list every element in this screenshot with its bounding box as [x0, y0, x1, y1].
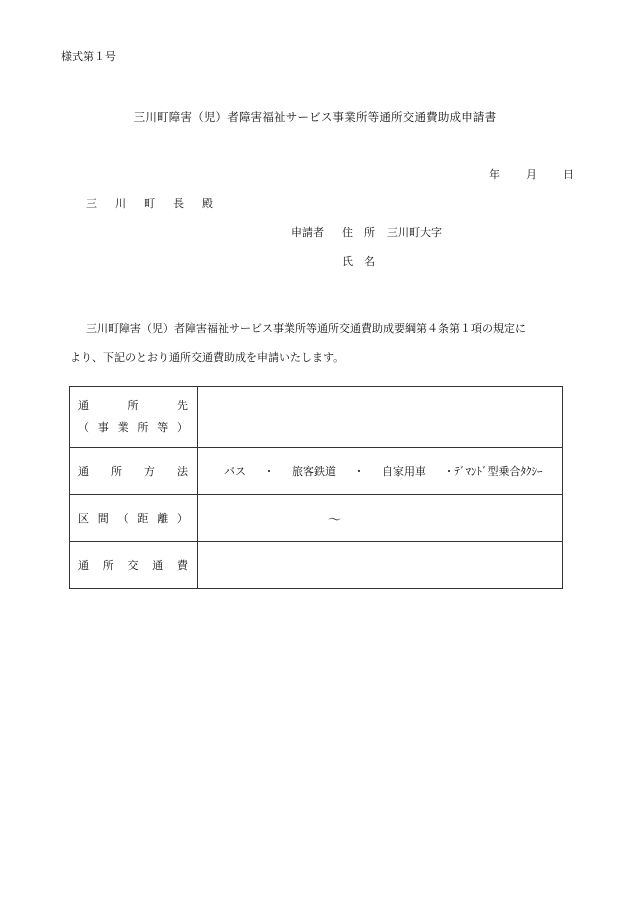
destination-value[interactable]	[198, 387, 563, 448]
form-number: 様式第１号	[61, 50, 116, 63]
name-label: 氏名	[342, 255, 386, 268]
method-option-car[interactable]: 自家用車	[382, 465, 426, 478]
method-options	[198, 463, 562, 479]
body-text-line1: 三川町障害（児）者障害福祉サービス事業所等通所交通費助成要綱第４条第１項の規定に	[86, 322, 526, 335]
applicant-label: 申請者	[291, 226, 324, 239]
method-value-cell[interactable]	[198, 448, 563, 495]
table-row	[70, 448, 563, 495]
section-label-cell	[70, 495, 198, 542]
table-row	[70, 387, 563, 448]
destination-label: 通 所 先	[78, 399, 188, 412]
method-separator: ・	[353, 465, 365, 478]
page-title: 三川町障害（児）者障害福祉サービス事業所等通所交通費助成申請書	[133, 110, 497, 124]
table-row	[70, 495, 563, 542]
body-text-line2: より、下記のとおり通所交通費助成を申請いたします。	[70, 351, 345, 364]
date-year-label: 年	[489, 168, 500, 181]
destination-label-cell	[70, 387, 198, 448]
method-label: 通 所 方 法	[78, 465, 188, 478]
method-label-cell	[70, 448, 198, 495]
method-option-taxi[interactable]: ・ﾃﾞﾏﾝﾄﾞ型乗合ﾀｸｼｰ	[443, 465, 543, 478]
table-row	[70, 542, 563, 589]
cost-value[interactable]	[198, 542, 563, 589]
method-option-bus[interactable]: バス	[224, 465, 246, 478]
section-label: 区 間 （ 距 離 ）	[78, 512, 188, 525]
application-table	[69, 386, 563, 589]
method-separator: ・	[263, 465, 275, 478]
date-day-label: 日	[563, 168, 574, 181]
date-month-label: 月	[526, 168, 537, 181]
address-value: 三川町大字	[387, 226, 442, 239]
cost-label-cell	[70, 542, 198, 589]
method-option-rail[interactable]: 旅客鉄道	[292, 465, 336, 478]
cost-label: 通 所 交 通 費	[78, 559, 188, 572]
section-value: ～	[328, 512, 342, 528]
addressee: 三川町長殿	[86, 197, 231, 210]
section-value-cell[interactable]	[198, 495, 563, 542]
destination-sublabel: （ 事 業 所 等 ）	[78, 421, 188, 434]
address-label: 住所	[342, 226, 386, 239]
